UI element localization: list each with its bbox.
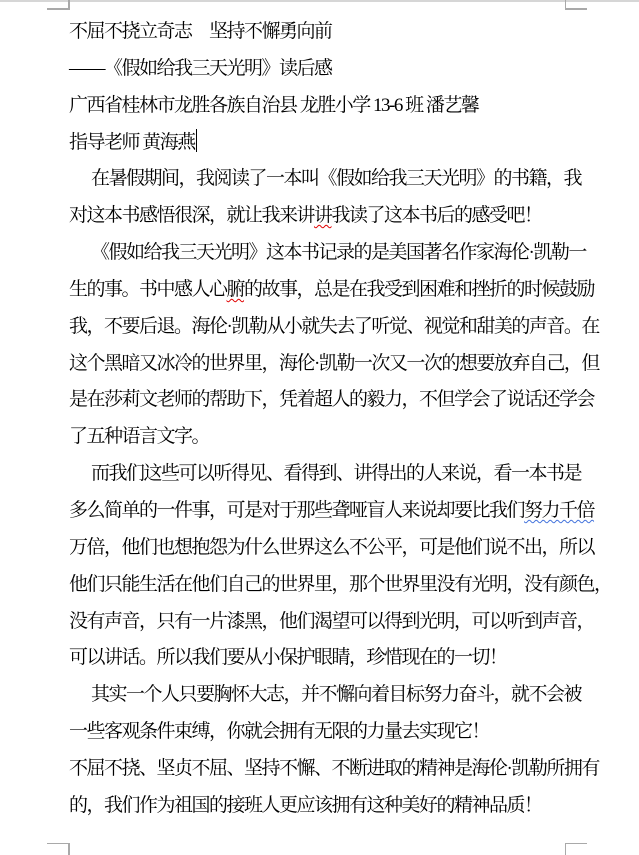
- text-segment: 不屈不挠立奇志 坚持不懈勇向前: [69, 21, 332, 42]
- text-line[interactable]: [69, 51, 624, 88]
- text-cursor: [196, 129, 198, 152]
- spellcheck-flagged-text: 讲: [314, 205, 332, 227]
- text-segment: 的，我们作为祖国的接班人更应该拥有这种美好的精神品质！: [69, 794, 542, 816]
- text-line[interactable]: [69, 751, 624, 788]
- text-boundary-mark-bottom-right: [565, 843, 587, 845]
- text-segment: 我，不要后退。海伦·凯勒从小就失去了听觉、视觉和甜美的声音。在: [69, 315, 599, 337]
- text-segment: 生的事。书中感人心: [69, 278, 227, 300]
- text-boundary-mark-top-right: [565, 8, 587, 10]
- text-segment: 一些客观条件束缚，你就会拥有无限的力量去实现它！: [69, 721, 490, 743]
- text-line[interactable]: [69, 604, 624, 641]
- text-segment: 这个黑暗又冰冷的世界里，海伦·凯勒一次又一次的想要放弃自己，但: [69, 352, 599, 374]
- text-boundary-mark-top-left: [47, 8, 69, 10]
- text-segment: 对这本书感悟很深，就让我来讲: [69, 205, 315, 227]
- text-segment: 其实一个人只要胸怀大志，并不懈向着目标努力奋斗，就不会被: [91, 684, 582, 706]
- text-line[interactable]: [69, 161, 624, 198]
- text-segment: 广西省桂林市龙胜各族自治县 龙胜小学 13-6 班 潘艺馨: [69, 94, 479, 116]
- text-line[interactable]: [69, 346, 624, 383]
- document-content[interactable]: [69, 14, 624, 825]
- text-boundary-mark-bottom-left: [47, 843, 69, 845]
- text-boundary-mark-bottom-left: [68, 843, 70, 855]
- text-segment: 没有声音，只有一片漆黑，他们渴望可以得到光明，可以听到声音，: [69, 610, 595, 632]
- text-line[interactable]: [69, 235, 624, 272]
- text-line[interactable]: [69, 567, 624, 604]
- spellcheck-flagged-text: 腑: [226, 278, 245, 300]
- text-line[interactable]: [69, 493, 624, 530]
- text-line[interactable]: [69, 456, 624, 493]
- text-line[interactable]: [69, 198, 624, 235]
- text-segment: 万倍，他们也想抱怨为什么世界这么不公平，可是他们说不出，所以: [69, 536, 595, 558]
- page-top-edge: [0, 0, 639, 2]
- text-segment: 我读了这本书后的感受吧！: [331, 205, 542, 227]
- text-segment: 多么简单的一件事，可是对于那些聋哑盲人来说却要比我们: [69, 499, 525, 521]
- text-line[interactable]: [69, 419, 624, 456]
- text-segment: 《假如给我三天光明》这本书记录的是美国著名作家海伦·凯勒一: [91, 242, 586, 264]
- text-line[interactable]: [69, 272, 624, 309]
- text-segment: 指导老师 黄海燕: [69, 131, 195, 153]
- text-line[interactable]: [69, 530, 624, 567]
- text-line[interactable]: [69, 125, 624, 162]
- text-segment: ——《假如给我三天光明》读后感: [69, 57, 332, 79]
- text-line[interactable]: [69, 714, 624, 751]
- text-segment: 了五种语言文字。: [69, 426, 210, 448]
- text-segment: 他们只能生活在他们自己的世界里，那个世界里没有光明，没有颜色，: [69, 573, 612, 595]
- text-boundary-mark-top-right: [565, 0, 567, 10]
- text-segment: 是在莎莉文老师的帮助下，凭着超人的毅力，不但学会了说话还学会: [69, 389, 595, 411]
- text-segment: 而我们这些可以听得见、看得到、讲得出的人来说，看一本书是: [91, 463, 582, 485]
- text-line[interactable]: [69, 677, 624, 714]
- text-line[interactable]: [69, 640, 624, 677]
- text-segment: 的故事，总是在我受到困难和挫折的时候鼓励: [244, 278, 595, 300]
- grammar-flagged-text: 努力千倍: [524, 499, 595, 521]
- text-segment: 在暑假期间，我阅读了一本叫《假如给我三天光明》的书籍，我: [91, 168, 582, 190]
- text-line[interactable]: [69, 309, 624, 346]
- text-segment: 可以讲话。所以我们要从小保护眼睛，珍惜现在的一切！: [69, 647, 507, 669]
- text-line[interactable]: [69, 88, 624, 125]
- text-segment: 不屈不挠、坚贞不屈、坚持不懈、不断进取的精神是海伦·凯勒所拥有: [69, 757, 599, 779]
- text-line[interactable]: [69, 14, 624, 51]
- text-boundary-mark-top-left: [68, 0, 70, 10]
- text-boundary-mark-bottom-right: [565, 843, 567, 855]
- text-line[interactable]: [69, 382, 624, 419]
- text-line[interactable]: [69, 788, 624, 825]
